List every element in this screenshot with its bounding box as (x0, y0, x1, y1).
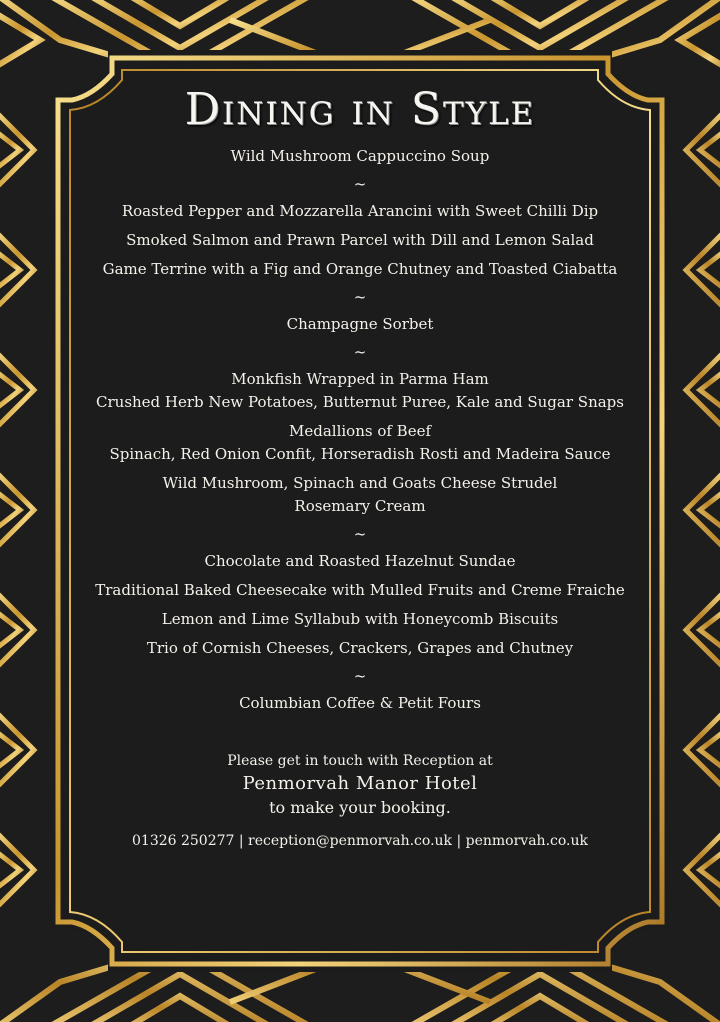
dish-name: Roasted Pepper and Mozzarella Arancini with Sweet Chilli Dip (121, 202, 599, 220)
contact-details: 01326 250277 | reception@penmorvah.co.uk | penmorvah.co.uk (132, 833, 588, 849)
dish-name: Wild Mushroom Cappuccino Soup (230, 147, 490, 165)
dish-name: Game Terrine with a Fig and Orange Chutney and Toasted Ciabatta (102, 260, 618, 278)
dish-name: Traditional Baked Cheesecake with Mulled Fruits and Creme Fraiche (95, 581, 625, 599)
menu-dish (80, 637, 640, 660)
menu-title: Dining in Style (184, 84, 536, 135)
menu-dish (80, 550, 640, 573)
menu-dish (80, 229, 640, 252)
menu-list (80, 145, 640, 715)
course-separator: ~ (353, 288, 367, 306)
contact-intro: Please get in touch with Reception at (227, 753, 493, 769)
menu-dish (80, 692, 640, 715)
course-separator: ~ (353, 343, 367, 361)
booking-note: to make your booking. (269, 798, 451, 817)
dish-accompaniment: Spinach, Red Onion Confit, Horseradish Rosti and Madeira Sauce (109, 445, 611, 463)
dish-name: Columbian Coffee & Petit Fours (239, 694, 481, 712)
dish-accompaniment: Crushed Herb New Potatoes, Butternut Puree, Kale and Sugar Snaps (96, 393, 624, 411)
dish-name: Monkfish Wrapped in Parma Ham (231, 370, 489, 388)
dish-name: Smoked Salmon and Prawn Parcel with Dill and Lemon Salad (126, 231, 594, 249)
hotel-name: Penmorvah Manor Hotel (242, 773, 478, 794)
dish-accompaniment: Rosemary Cream (294, 497, 426, 515)
menu-dish (80, 258, 640, 281)
dish-name: Trio of Cornish Cheeses, Crackers, Grapes and Chutney (146, 639, 574, 657)
dish-name: Lemon and Lime Syllabub with Honeycomb Biscuits (161, 610, 559, 628)
course-separator: ~ (353, 667, 367, 685)
dish-name: Wild Mushroom, Spinach and Goats Cheese Strudel (162, 474, 558, 492)
menu-dish (80, 313, 640, 336)
menu-dish (80, 608, 640, 631)
menu-dish (80, 145, 640, 168)
menu-dish (80, 420, 640, 466)
menu-dish (80, 472, 640, 518)
menu-dish (80, 368, 640, 414)
menu-dish (80, 579, 640, 602)
menu-content (80, 78, 640, 958)
dish-name: Champagne Sorbet (286, 315, 434, 333)
menu-dish (80, 200, 640, 223)
course-separator: ~ (353, 175, 367, 193)
dish-name: Chocolate and Roasted Hazelnut Sundae (204, 552, 516, 570)
dish-name: Medallions of Beef (288, 422, 431, 440)
course-separator: ~ (353, 525, 367, 543)
